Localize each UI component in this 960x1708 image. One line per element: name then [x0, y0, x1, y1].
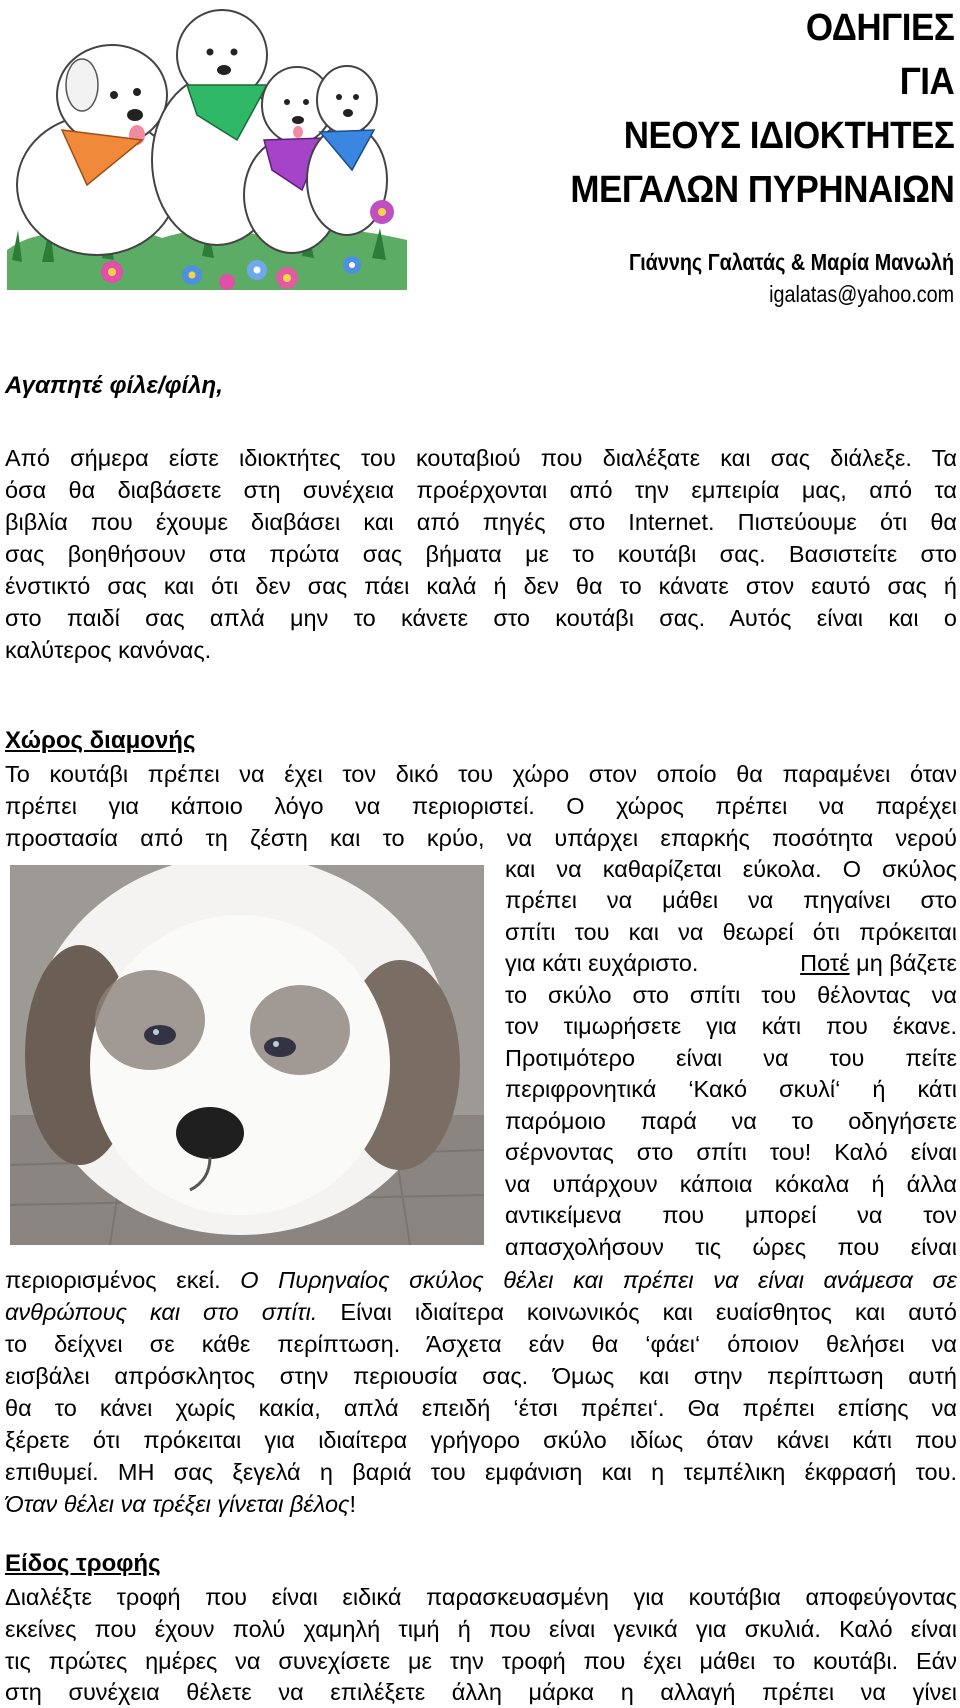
title-line-3: ΝΕΟΥΣ ΙΔΙΟΚΤΗΤΕΣ — [623, 115, 954, 157]
section1-line: θα το κάνει χωρίς κακία, απλά επειδή ‘έτσι πρέπει‘. Θα πρέπει επίσης να — [5, 1395, 957, 1421]
title-line-4: ΜΕΓΑΛΩΝ ΠΥΡΗΝΑΙΩΝ — [570, 169, 954, 211]
section1-closing — [5, 1488, 957, 1520]
wrap-line: να υπάρχουν κάποια κόκαλα ή άλλα — [505, 1171, 957, 1197]
section1-line — [5, 1296, 957, 1328]
section1-line: πρέπει για κάποιο λόγο να περιοριστεί. Ο χώρος πρέπει να παρέχει — [5, 793, 957, 819]
section1-line: Το κουτάβι πρέπει να έχει τον δικό του χώρο στον οποίο θα παραμένει όταν — [5, 761, 957, 787]
wrap-line: απασχολήσουν τις ώρες που είναι — [505, 1234, 957, 1260]
intro-line: στο παιδί σας απλά μην το κάνετε στο κουτάβι σας. Αυτός είναι και ο — [5, 605, 957, 631]
wrap-line: πρέπει να μάθει να πηγαίνει στο — [505, 887, 957, 913]
section2-line: εκείνες που έχουν πολύ χαμηλή τιμή ή που είναι γενικά για σκυλιά. Καλό είναι — [5, 1616, 957, 1642]
wrap-line: και να καθαρίζεται εύκολα. Ο σκύλος — [505, 856, 957, 882]
italic-run: Ο Πυρηναίος σκύλος θέλει και πρέπει να είναι ανάμεσα σε — [240, 1267, 957, 1293]
section1-line — [5, 1264, 957, 1296]
section2-line: στη συνέχεια θέλετε να επιλέξετε άλλη μάρκα η αλλαγή πρέπει να γίνει — [5, 1679, 957, 1705]
text-run: περιορισμένος εκεί. — [5, 1267, 241, 1293]
section2-line: τις πρώτες ημέρες να συνεχίσετε με την τροφή που έχει μάθει το κουτάβι. Εάν — [5, 1648, 957, 1674]
section1-line: εισβάλει απρόσκλητος στην περιουσία σας. Όμως και στην περίπτωση αυτή — [5, 1363, 957, 1389]
wrap-text-emphasis — [800, 948, 957, 980]
section-heading-living-space: Χώρος διαμονής — [5, 727, 196, 754]
italic-run: ανθρώπους και στο σπίτι. — [5, 1299, 318, 1325]
wrap-line: σπίτι του και να θεωρεί ότι πρόκειται — [505, 919, 957, 945]
wrap-text: μη βάζετε — [856, 950, 957, 976]
dogs-illustration — [2, 0, 412, 300]
section1-line: ξέρετε ότι πρόκειται για ιδιαίτερα γρήγορο σκύλο ιδίως όταν κάνει κάτι που — [5, 1427, 957, 1453]
text-run: ! — [349, 1491, 357, 1517]
wrap-line: περιφρονητικά ‘Κακό σκυλί‘ ή κάτι — [505, 1076, 957, 1102]
wrap-line: τον τιμωρήσετε για κάτι που έκανε. — [505, 1013, 957, 1039]
wrap-line: παρόμοιο παρά να το οδηγήσετε — [505, 1108, 957, 1134]
greeting: Αγαπητέ φίλε/φίλη, — [5, 372, 223, 399]
intro-line: Από σήμερα είστε ιδιοκτήτες του κουταβιού που διαλέξατε και σας διάλεξε. Τα — [5, 445, 957, 471]
section1-line: το δείχνει σε κάθε περίπτωση. Άσχετα εάν θα ‘φάει‘ όποιον θελήσει να — [5, 1331, 957, 1357]
wrap-line: αντικείμενα που μπορεί να τον — [505, 1202, 957, 1228]
section-heading-food-type: Είδος τροφής — [5, 1550, 161, 1577]
intro-line: όσα θα διαβάσετε στη συνέχεια προέρχονται από την εμπειρία μας, από τα — [5, 477, 957, 503]
wrap-line — [505, 948, 957, 980]
section1-line: επιθυμεί. ΜΗ σας ξεγελά η βαριά του εμφάνιση και η τεμπέλικη έκφρασή του. — [5, 1459, 957, 1485]
wrap-text: για κάτι ευχάριστο. — [505, 950, 699, 976]
intro-line: βιβλία που έχουμε διαβάσει και από πηγές στο Internet. Πιστεύουμε ότι θα — [5, 509, 957, 535]
text-run: Είναι ιδιαίτερα κοινωνικός και ευαίσθητος και αυτό — [317, 1299, 957, 1325]
authors: Γιάννης Γαλατάς & Μαρία Μανωλή — [628, 249, 954, 275]
never-emphasis: Ποτέ — [800, 950, 850, 976]
section2-line: Διαλέξτε τροφή που είναι ειδικά παρασκευασμένη για κουτάβια αποφεύγοντας — [5, 1584, 957, 1610]
intro-line: ένστικτό σας και ότι δεν σας πάει καλά ή δεν θα το κάνατε στον εαυτό σας ή — [5, 573, 957, 599]
italic-run: Όταν θέλει να τρέξει γίνεται βέλος — [5, 1491, 350, 1517]
section1-line: προστασία από τη ζέστη και το κρύο, να υπάρχει επαρκής ποσότητα νερού — [5, 825, 957, 851]
intro-line: καλύτερος κανόνας. — [5, 637, 212, 663]
wrap-line: το σκύλο στο σπίτι του θέλοντας να — [505, 982, 957, 1008]
title-line-2: ΓΙΑ — [899, 61, 954, 103]
title-line-1: ΟΔΗΓΙΕΣ — [805, 7, 954, 49]
intro-line: σας βοηθήσουν στα πρώτα σας βήματα με το κουτάβι σας. Βασιστείτε στο — [5, 541, 957, 567]
wrap-line: σέρνοντας στο σπίτι του! Καλό είναι — [505, 1139, 957, 1165]
wrap-line: Προτιμότερο είναι να του πείτε — [505, 1045, 957, 1071]
puppy-photo — [10, 865, 484, 1245]
email-address: igalatas@yahoo.com — [768, 281, 954, 307]
